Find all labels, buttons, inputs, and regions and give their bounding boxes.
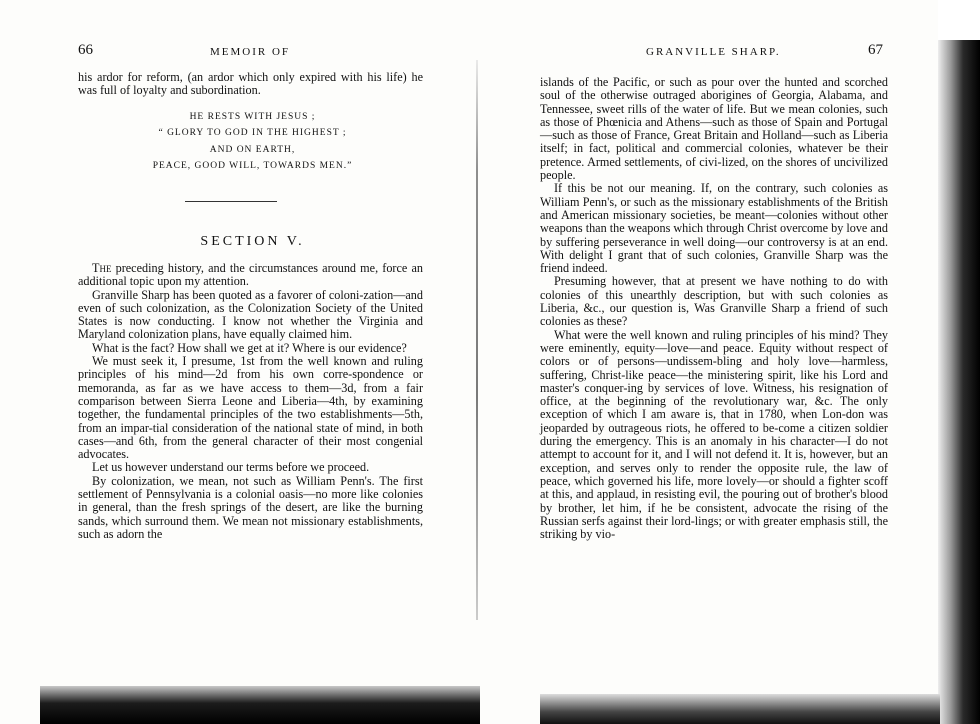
left-paragraph: Granville Sharp has been quoted as a favorer of coloni-zation—and even of such colonization, as the Colonization Society of the United States is now conducting. I know not whether the Virginia and Maryland colonization plans, have equally claimed him. [78, 287, 423, 342]
bottom-shadow-left [40, 686, 480, 724]
motto-line-3: AND ON EARTH, [209, 145, 296, 155]
section-divider [185, 201, 277, 202]
left-running-head: MEMOIR OF [210, 46, 291, 58]
opening-paragraph: his ardor for reform, (an ardor which only expired with his life) he was full of loyalty and subordination. [78, 70, 423, 98]
right-paragraph: Presuming however, that at present we have nothing to do with colonies of this unearthly description, but with such colonies as Liberia, &c., our question is, Was Granville Sharp a friend of such colonies as these? [540, 274, 888, 329]
right-paragraph: If this be not our meaning. If, on the contrary, such colonies as William Penn's, or such as the missionary establishments of the British and American missionary societies, be meant—colonies without other weapons than the weapons which through Christ overcome by love and by suffering perseverance in well doing—our controversy is at an end. With delight I grant that of such colonies, Granville Sharp was the friend indeed. [540, 181, 888, 276]
right-body [540, 76, 888, 541]
bottom-shadow-right [540, 694, 940, 724]
left-opening [78, 71, 423, 98]
left-paragraph: Let us however understand our terms before we proceed. [92, 460, 370, 475]
right-running-head: GRANVILLE SHARP. [646, 46, 781, 58]
left-paragraph [78, 262, 423, 289]
right-paragraph: What were the well known and ruling principles of his mind? They were eminently, equity—love—and peace. Equity without respect of colors or of persons—undissem-bling and holy love—harmless, suffering, Christ-like peace—the ministering spirit, like his Lord and master's conquer-ing by services of love. Witness, his resignation of office, at the beginning of the revolutionary war, &c. The only exception of which I am aware is, that in 1780, when Lon-don was jeoparded by outrageous riots, he offered to be-come a citizen soldier during the emergency. This is an anomaly in his character—I do not attempt to account for it, and I will not defend it. It is, however, but an exception, and serves only to render the opposite rule, the law of peace, which governed his life, more lovely—or should a fighter scoff at this, and applaud, in resisting evil, the pouring out of brother's blood by brother, let him, if he be consistent, advocate the rising of the Russian serfs against their lord-lings; or with greater emphasis still, the striking by vio- [540, 327, 888, 542]
left-paragraph: We must seek it, I presume, 1st from the well known and ruling principles of his mind—2d from his own corre-spondence or memoranda, as far as we have access to them—3d, from a fair comparison between Sierra Leone and Liberia—4th, by examining together, the fundamental principles of the two establishments—5th, from an impar-tial consideration of the national state of mind, in both cases—and 6th, from the general character of their most congenial advocates. [78, 354, 423, 462]
left-body [78, 262, 423, 541]
left-page-number: 66 [78, 42, 93, 58]
paragraph-text: preceding history, and the circumstances around me, force an additional topic upon my attention. [78, 261, 423, 289]
lead-word: The [92, 261, 112, 275]
right-paragraph: islands of the Pacific, or such as pour over the hunted and scorched soul of the otherwise outraged aborigines of Georgia, Alabama, and Tennessee, sweet rills of the water of life. But we mean colonies, such as those of Phœnicia and Athens—such as those of Spain and Portugal—such as those of France, Great Britain and Holland—such as Liberia itself; in fact, political and commercial colonies, whatever be their pretence. Armed settlements, of civi-lized, on the shores of uncivilized people. [540, 75, 888, 183]
right-page [478, 0, 938, 724]
section-title: SECTION V. [200, 234, 305, 249]
scan-edge-shadow [938, 40, 980, 724]
motto-line-2: “ GLORY TO GOD IN THE HIGHEST ; [158, 128, 347, 138]
left-paragraph: By colonization, we mean, not such as William Penn's. The first settlement of Pennsylvania is a colonial oasis—no more like colonies in general, than the fresh springs of the desert, are like the burning sands, which surround them. We mean not missionary establishments, such as adorn the [78, 473, 423, 541]
right-page-number: 67 [868, 42, 883, 58]
left-paragraph: What is the fact? How shall we get at it? Where is our evidence? [92, 340, 407, 355]
motto-line-1: HE RESTS WITH JESUS ; [189, 112, 316, 122]
motto-line-4: PEACE, GOOD WILL, TOWARDS MEN.” [152, 161, 353, 171]
left-page [0, 0, 478, 724]
